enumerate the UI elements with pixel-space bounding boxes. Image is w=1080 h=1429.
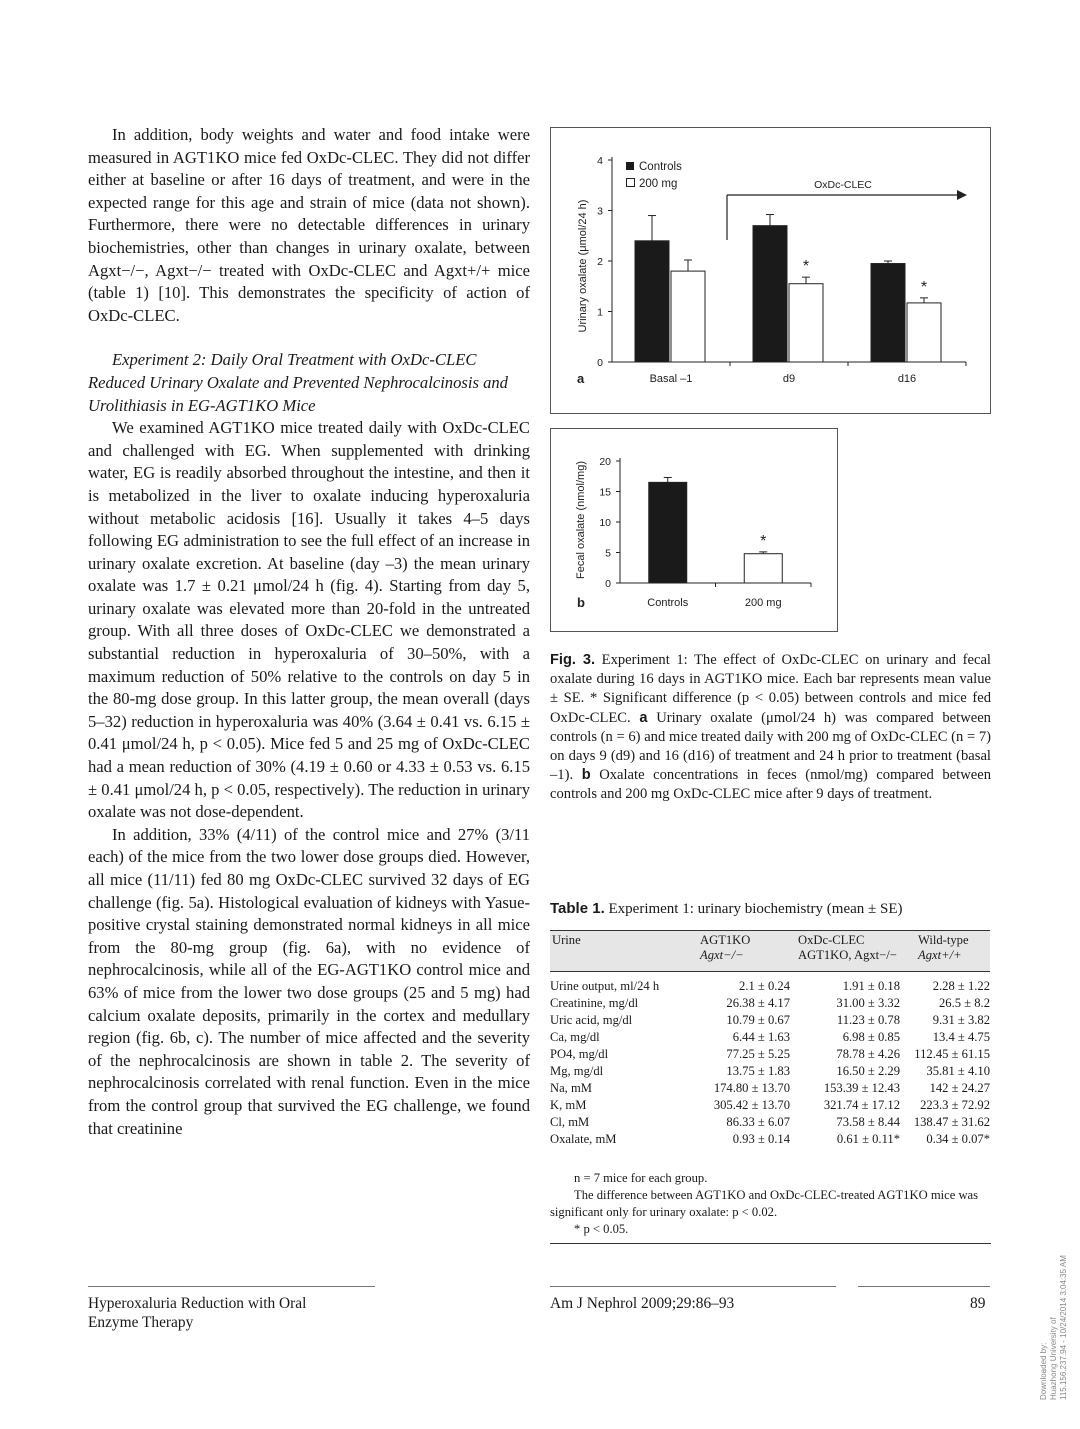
table-body (550, 972, 990, 1149)
table-cell: 138.47 ± 31.62 (913, 1115, 990, 1129)
caption-label: Fig. 3. (550, 652, 596, 668)
table-cell: 11.23 ± 0.78 (836, 1013, 900, 1027)
table-cell: 6.98 ± 0.85 (842, 1030, 900, 1044)
figure-3b-chart (551, 429, 837, 631)
legend-swatch-controls (626, 162, 634, 170)
caption-a-text: Urinary oxalate (μmol/24 h) was compared between controls (n = 6) and mice treated daily with 200 mg of OxDc-CLEC (n = 7) on days 9 (d9) and 16 (d16) of treatment and 24 h prior to treatment (basal –1). (550, 709, 991, 784)
table-cell: 26.38 ± 4.17 (726, 996, 790, 1010)
table-cell: 31.00 ± 3.32 (836, 996, 900, 1010)
footer-rule-right (858, 1286, 990, 1287)
journal-citation: Am J Nephrol 2009;29:86–93 (550, 1295, 735, 1312)
row-label: Oxalate, mM (550, 1132, 617, 1146)
table-cell: 26.5 ± 8.2 (939, 996, 990, 1010)
bar-controls (871, 264, 905, 362)
caption-text: Experiment 1: The effect of OxDc-CLEC on urinary and fecal oxalate during 16 days in AGT1KO mice. Each bar represents mean value ± SE. * Significant difference (p < 0.05) between controls and mice fed OxDc-CLEC. (550, 652, 991, 726)
figure-caption (550, 651, 991, 805)
arrow-head-icon (957, 190, 967, 200)
figure-3b-frame (550, 428, 838, 632)
bar-200-mg (789, 284, 823, 362)
panel-label: a (577, 371, 585, 386)
row-label: Ca, mg/dl (550, 1030, 600, 1044)
table-bottom-rule (550, 1243, 991, 1244)
table-cell: 305.42 ± 13.70 (713, 1098, 790, 1112)
y-tick-label: 4 (597, 155, 603, 167)
table-row (550, 972, 990, 996)
table-notes (550, 1170, 990, 1238)
table-row (550, 1080, 990, 1097)
header-wild-type: Wild-type Agxt+/+ (918, 933, 969, 962)
row-label: Cl, mM (550, 1115, 590, 1129)
watermark-line-3: 115.156.237.94 - 10/24/2014 3:04:35 AM (1059, 1255, 1068, 1400)
row-label: K, mM (550, 1098, 587, 1112)
table-note: * p < 0.05. (574, 1222, 629, 1236)
x-tick-label: 200 mg (744, 597, 782, 609)
table-row (550, 1063, 990, 1080)
biochemistry-table (550, 930, 990, 1148)
row-label: Mg, mg/dl (550, 1064, 604, 1078)
header-agt1ko: AGT1KO Agxt−/− (700, 933, 751, 962)
table-note: n = 7 mice for each group. (574, 1171, 708, 1185)
table-cell: 2.28 ± 1.22 (932, 979, 990, 993)
y-tick-label: 0 (597, 357, 603, 369)
significance-marker: * (760, 532, 767, 550)
y-tick-label: 5 (605, 547, 611, 560)
caption-b-label: b (581, 767, 591, 784)
table-cell: 0.93 ± 0.14 (732, 1132, 790, 1146)
row-label: PO4, mg/dl (550, 1047, 609, 1061)
table-label: Table 1. (550, 900, 605, 917)
table-cell: 2.1 ± 0.24 (739, 979, 790, 993)
download-watermark (1038, 1252, 1078, 1402)
bar-200-mg (744, 554, 782, 583)
running-title: Hyperoxaluria Reduction with Oral Enzyme Therapy (88, 1295, 307, 1331)
table-cell: 153.39 ± 12.43 (823, 1081, 900, 1095)
treatment-annotation: OxDc-CLEC (814, 179, 872, 191)
table-cell: 0.61 ± 0.11* (836, 1132, 900, 1146)
table-cell: 77.25 ± 5.25 (726, 1047, 790, 1061)
watermark-line-2: Huazhong University of (1049, 1317, 1058, 1400)
bar-controls (753, 226, 787, 362)
bar-200-mg (907, 303, 941, 362)
table-row (550, 1097, 990, 1114)
watermark-line-1: Downloaded by: (1039, 1342, 1048, 1400)
significance-marker: * (802, 258, 810, 276)
significance-marker: * (920, 278, 928, 296)
y-tick-label: 0 (605, 578, 611, 590)
table-cell: 1.91 ± 0.18 (842, 979, 900, 993)
body-column (88, 124, 530, 1140)
table-row (550, 1114, 990, 1131)
table-cell: 112.45 ± 61.15 (914, 1047, 990, 1061)
table-cell: 9.31 ± 3.82 (932, 1013, 990, 1027)
table-title-text: Experiment 1: urinary biochemistry (mean ± SE) (608, 901, 903, 917)
table-cell: 142 ± 24.27 (929, 1081, 990, 1095)
legend-label-controls: Controls (639, 161, 682, 173)
header-oxdc-clec: OxDc-CLEC AGT1KO, Agxt−/− (798, 933, 897, 962)
x-tick-label: Controls (647, 597, 689, 609)
row-label: Urine output, ml/24 h (550, 979, 660, 993)
bar-200-mg (671, 271, 705, 362)
page-number: 89 (970, 1295, 986, 1312)
table-header-row (550, 931, 990, 964)
caption-a-label: a (639, 709, 648, 726)
figure-3a-frame (550, 127, 991, 414)
table-row (550, 1046, 990, 1063)
table-cell: 321.74 ± 17.12 (823, 1098, 900, 1112)
panel-label: b (577, 595, 585, 610)
x-tick-label: d9 (782, 373, 796, 385)
table-title (550, 900, 903, 918)
table-cell: 10.79 ± 0.67 (726, 1013, 790, 1027)
paragraph-2: We examined AGT1KO mice treated daily with OxDc-CLEC and challenged with EG. When supplemented with drinking water, EG is readily absorbed throughout the intestine, and then it is metabolized in the liver to oxalate inducing hyperoxaluria without metabolic acidosis [16]. Usually it takes 4–5 days following EG administration to see the full effect of an increase in urinary oxalate excretion. At baseline (day –3) the mean urinary oxalate was 1.7 ± 0.21 μmol/24 h (fig. 4). Starting from day 5, urinary oxalate was elevated more than 20-fold in the untreated group. With all three doses of OxDc-CLEC we demonstrated a substantial reduction in hyperoxaluria of 30–50%, with a maximum reduction of 50% relative to the controls on day 5 in the 80-mg dose group. In this latter group, the mean overall (days 5–32) reduction in hyperoxaluria was 40% (3.64 ± 0.41 vs. 6.15 ± 0.41 μmol/24 h, p < 0.05). Mice fed 5 and 25 mg of OxDc-CLEC had a mean reduction of 30% (4.19 ± 0.60 or 4.33 ± 0.53 vs. 6.15 ± 0.41 μmol/24 h, p < 0.05, respectively). The reduction in urinary oxalate was not dose-dependent. (88, 418, 530, 822)
table-cell: 13.4 ± 4.75 (932, 1030, 990, 1044)
table-cell: 223.3 ± 72.92 (920, 1098, 990, 1112)
table-cell: 35.81 ± 4.10 (926, 1064, 990, 1078)
table-cell: 73.58 ± 8.44 (836, 1115, 900, 1129)
figure-3a-chart (551, 128, 990, 413)
y-tick-label: 20 (599, 456, 611, 468)
bar-controls (649, 482, 687, 583)
y-tick-label: 3 (597, 205, 603, 218)
x-tick-label: d16 (897, 373, 917, 385)
bar-controls (635, 241, 669, 362)
header-urine: Urine (552, 933, 581, 947)
section-subheading: Experiment 2: Daily Oral Treatment with OxDc-CLEC Reduced Urinary Oxalate and Prevented Nephrocalcinosis and Urolithiasis in EG-AGT1KO Mice (88, 350, 508, 415)
table-row (550, 1012, 990, 1029)
y-tick-label: 10 (599, 517, 611, 529)
legend-label-200mg: 200 mg (639, 178, 678, 190)
row-label: Na, mM (550, 1081, 592, 1095)
table-cell: 13.75 ± 1.83 (726, 1064, 790, 1078)
footer-rule-middle (550, 1286, 836, 1287)
table-cell: 6.44 ± 1.63 (732, 1030, 790, 1044)
table-cell: 174.80 ± 13.70 (713, 1081, 790, 1095)
table-cell: 0.34 ± 0.07* (926, 1132, 990, 1146)
paragraph-3: In addition, 33% (4/11) of the control mice and 27% (3/11 each) of the mice from the two lower dose groups died. However, all mice (11/11) fed 80 mg OxDc-CLEC survived 32 days of EG challenge (fig. 5a). Histological evaluation of kidneys with Yasue-positive crystal staining demonstrated normal kidneys in all mice from the 80-mg group (fig. 6a), with no evidence of nephrocalcinosis, while all of the EG-AGT1KO control mice and 63% of mice from the lower two dose groups (25 and 5 mg) had calcium oxalate deposits, primarily in the cortex and medullary region (fig. 6b, c). The number of mice affected and the severity of the nephrocalcinosis are shown in table 2. The severity of nephrocalcinosis correlated with renal function. Even in the mice from the control group that survived the EG challenge, we found that creatinine (88, 824, 530, 1138)
x-tick-label: Basal –1 (649, 373, 693, 385)
table-cell: 16.50 ± 2.29 (836, 1064, 900, 1078)
table-row (550, 995, 990, 1012)
y-axis-label: Urinary oxalate (μmol/24 h) (577, 199, 589, 333)
y-tick-label: 2 (597, 256, 603, 268)
table-cell: 86.33 ± 6.07 (726, 1115, 790, 1129)
row-label: Uric acid, mg/dl (550, 1013, 633, 1027)
table-cell: 78.78 ± 4.26 (836, 1047, 900, 1061)
footer-rule-left (88, 1286, 375, 1287)
table-row (550, 1029, 990, 1046)
legend-swatch-200mg (627, 179, 635, 187)
y-axis-label: Fecal oxalate (nmol/mg) (575, 461, 587, 579)
caption-b-text: Oxalate concentrations in feces (nmol/mg) compared between controls and 200 mg OxDc-CLEC mice after 9 days of treatment. (550, 767, 991, 803)
paragraph-1: In addition, body weights and water and food intake were measured in AGT1KO mice fed OxDc-CLEC. They did not differ either at baseline or after 16 days of treatment, and were in the expected range for this age and strain of mice (data not shown). Furthermore, there were no detectable differences in urinary biochemistries, other than changes in urinary oxalate, between Agxt−/−, Agxt−/− treated with OxDc-CLEC and Agxt+/+ mice (table 1) [10]. This demonstrates the specificity of action of OxDc-CLEC. (88, 125, 530, 325)
y-tick-label: 1 (597, 306, 603, 319)
y-tick-label: 15 (599, 486, 611, 499)
table-note: The difference between AGT1KO and OxDc-CLEC-treated AGT1KO mice was significant only for urinary oxalate: p < 0.02. (550, 1188, 979, 1219)
row-label: Creatinine, mg/dl (550, 996, 639, 1010)
table-row (550, 1131, 990, 1148)
